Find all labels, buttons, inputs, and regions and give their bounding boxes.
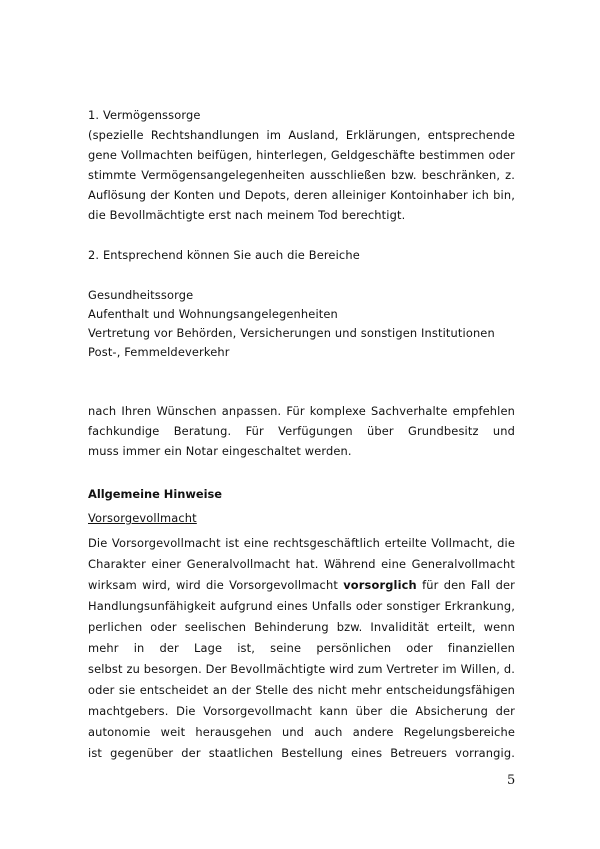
body-line xyxy=(88,576,515,595)
body-line: mehr in der Lage ist, seine persönlichen oder finanziellen xyxy=(88,641,515,655)
body-text: für den Fall der xyxy=(422,578,515,592)
body-line: machtgebers. Die Vorsorgevollmacht kann über die Absicherung der xyxy=(88,704,515,718)
closing-line: muss immer ein Notar eingeschaltet werden. xyxy=(88,444,352,458)
area-list-item: Gesundheitssorge xyxy=(88,288,194,302)
closing-line: nach Ihren Wünschen anpassen. Für komplexe Sachverhalte empfehlen xyxy=(88,404,515,418)
area-list-item: Aufenthalt und Wohnungsangelegenheiten xyxy=(88,307,338,321)
body-line: perlichen oder seelischen Behinderung bzw. Invalidität erteilt, wenn xyxy=(88,620,515,634)
body-line: ist gegenüber der staatlichen Bestellung eines Betreuers vorrangig. xyxy=(88,746,515,760)
area-list-item: Vertretung vor Behörden, Versicherungen und sonstigen Institutionen xyxy=(88,326,495,340)
body-line: Handlungsunfähigkeit aufgrund eines Unfalls oder sonstiger Erkrankung, xyxy=(88,599,515,613)
general-heading: Allgemeine Hinweise xyxy=(88,487,223,501)
page-number: 5 xyxy=(507,773,516,788)
general-subheading: Vorsorgevollmacht xyxy=(88,511,197,525)
area-list-item: Post-, Femmeldeverkehr xyxy=(88,345,230,359)
section-1-line: stimmte Vermögensangelegenheiten ausschließen bzw. beschränken, z. xyxy=(88,168,515,182)
section-1-line: die Bevollmächtigte erst nach meinem Tod berechtigt. xyxy=(88,208,406,222)
section-1-line: (spezielle Rechtshandlungen im Ausland, Erklärungen, entsprechende xyxy=(88,128,515,142)
section-2-title: 2. Entsprechend können Sie auch die Bereiche xyxy=(88,248,360,262)
closing-line: fachkundige Beratung. Für Verfügungen über Grundbesitz und xyxy=(88,424,515,438)
body-line: autonomie weit herausgehen und auch andere Regelungsbereiche xyxy=(88,725,515,739)
body-line: Die Vorsorgevollmacht ist eine rechtsgeschäftlich erteilte Vollmacht, die xyxy=(88,536,515,550)
body-line: Charakter einer Generalvollmacht hat. Während eine Generalvollmacht xyxy=(88,557,515,571)
section-1-line: Auflösung der Konten und Depots, deren alleiniger Kontoinhaber ich bin, xyxy=(88,188,515,202)
body-line: selbst zu besorgen. Der Bevollmächtigte wird zum Vertreter im Willen, d. xyxy=(88,662,515,676)
bold-term: vorsorglich xyxy=(343,578,417,592)
body-text: wirksam wird, wird die Vorsorgevollmacht xyxy=(88,578,344,592)
section-1-line: gene Vollmachten beifügen, hinterlegen, Geldgeschäfte bestimmen oder xyxy=(88,148,515,162)
section-1-title: 1. Vermögenssorge xyxy=(88,108,201,122)
body-line: oder sie entscheidet an der Stelle des nicht mehr entscheidungsfähigen xyxy=(88,683,515,697)
